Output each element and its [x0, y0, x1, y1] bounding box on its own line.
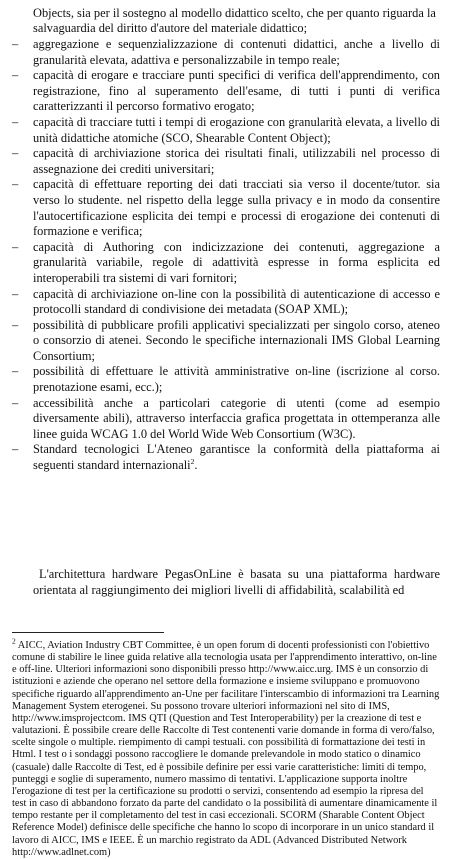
list-item: – capacità di Authoring con indicizzazione dei contenuti, aggregazione a granularità variabile, regole di adattività espresse in forma esplicita ed interoperabili tra sistemi di vari fornitori;	[12, 239, 440, 285]
list-item: – capacità di archiviazione storica dei risultati finali, utilizzabili nel processo di assegnazione dei crediti universitari;	[12, 146, 440, 176]
footnote-separator	[12, 632, 164, 633]
list-dash: –	[12, 317, 19, 332]
list-dash: –	[12, 364, 19, 379]
list-dash: –	[12, 146, 19, 161]
body-paragraph: L'architettura hardware PegasOnLine è basata su una piattaforma hardware orientata al raggiungimento dei migliori livelli di affidabilità, scalabilità ed	[33, 567, 440, 597]
list-item: – aggregazione e sequenzializzazione di contenuti didattici, anche a livello di granularità elevata, adattiva e personalizzabile in tempo reale;	[12, 37, 440, 67]
footnote	[12, 636, 440, 859]
list-dash: –	[12, 37, 19, 51]
footnote-reference[interactable]: 2	[190, 456, 195, 466]
list-item: – capacità di erogare e tracciare punti specifici di verifica dell'apprendimento, con registrazione, fino al superamento dell'esame, di tutti i punti di verifica caratterizzanti il percorso formativo erogato;	[12, 68, 440, 114]
list-item: – capacità di archiviazione on-line con la possibilità di autenticazione di accesso e protocolli standard di condivisione dei metadata (SOAP XML);	[12, 286, 440, 317]
list-item: – capacità di tracciare tutti i tempi di erogazione con granularità elevata, a livello di unità didattiche atomiche (SCO, Shearable Content Object);	[12, 114, 440, 145]
list-dash: –	[12, 442, 19, 457]
list-dash: –	[12, 68, 19, 83]
list-item: – possibilità di effettuare le attività amministrative on-line (iscrizione al corso. prenotazione esami, ecc.);	[12, 364, 440, 395]
intro-continuation: Objects, sia per il sostegno al modello didattico scelto, che per quanto riguarda la salvaguardia del diritto d'autore del materiale didattico;	[33, 6, 436, 36]
feature-list	[12, 37, 440, 474]
list-item: – accessibilità anche a particolari categorie di utenti (come ad esempio diversamente abili), attraverso interfaccia grafica progettata in ottemperanza alle linee guida WCAG 1.0 del World Wide Web Consortium (W3C).	[12, 395, 440, 441]
list-dash: –	[12, 114, 19, 129]
list-dash: –	[12, 286, 19, 301]
list-item: – Standard tecnologici L'Ateneo garantisce la conformità della piattaforma ai seguenti standard internazionali$^2$.	[12, 442, 440, 473]
list-item: – possibilità di pubblicare profili applicativi specializzati per singolo corso, ateneo o consorzio di atenei. Secondo le specifiche internazionali IMS Global Learning Consortium;	[12, 317, 440, 363]
list-dash: –	[12, 395, 19, 410]
footnote-text: AICC, Aviation Industry CBT Committee, è un open forum di docenti professionisti con l'obiettivo comune di stabilire le linee guida relative alla tecnologia usata per l'apprendimento interattivo, on-line e off-line. Ulteriori informazioni sono disponibili presso http://www.aicc.urg. IMS è un consorzio di istituzioni e aziende che operano nel settore della formazione e insieme sviluppano e promuovono specifiche riguardo all'apprendimento an-Une per facilitare l'interscambio di informazioni tra Learning Management System eterogenei. Su possono trovare ulteriori informazioni nel sito di IMS, http://www.imsprojectcom. IMS QTI (Question and Test Interoperability) per la creazione di test e valutazioni. È possibile creare delle Raccolte di Test contenenti varie domande in forma di vero/falso, scelte singole o multiple. riempimento di campi testuali. con possibilità di formattazione dei testi in Html. I test o i sondaggi possono raccogliere le domande prelevandole in modo statico o dinamico (casuale) dalle Raccolte di Test, ed è possibile definire per essi varie caratteristiche: limiti di tempo, punteggi e soglie di superamento, numero massimo di tentativi. L'applicazione supporta inoltre l'erogazione di test per la certificazione su prodotti o servizi, consentendo ad esempio la ripresa del test in caso di abbandono forzato da parte del candidato o la possibilità di aumentare dinamicamente il tempo restante per il completamento del test in casi eccezionali. SCORM (Sharable Content Object Reference Model) definisce delle specifiche che hanno lo scopo di incorporare in un unico standard il lavoro di AICC, IMS e IEEE. È un marchio registrato da ADL (Advanced Distributed Network http://www.adlnet.com)	[12, 640, 440, 858]
list-dash: –	[12, 239, 19, 254]
list-dash: –	[12, 177, 19, 192]
list-item: – capacità di effettuare reporting dei dati tracciati sia verso il docente/tutor. sia verso lo studente. nel rispetto della legge sulla privacy e in modo da consentire l'autocertificazione esplicita dei tempi e processi di erogazione dei contenuti di formazione e verifica;	[12, 177, 440, 239]
footnote-number: 2	[12, 636, 16, 646]
